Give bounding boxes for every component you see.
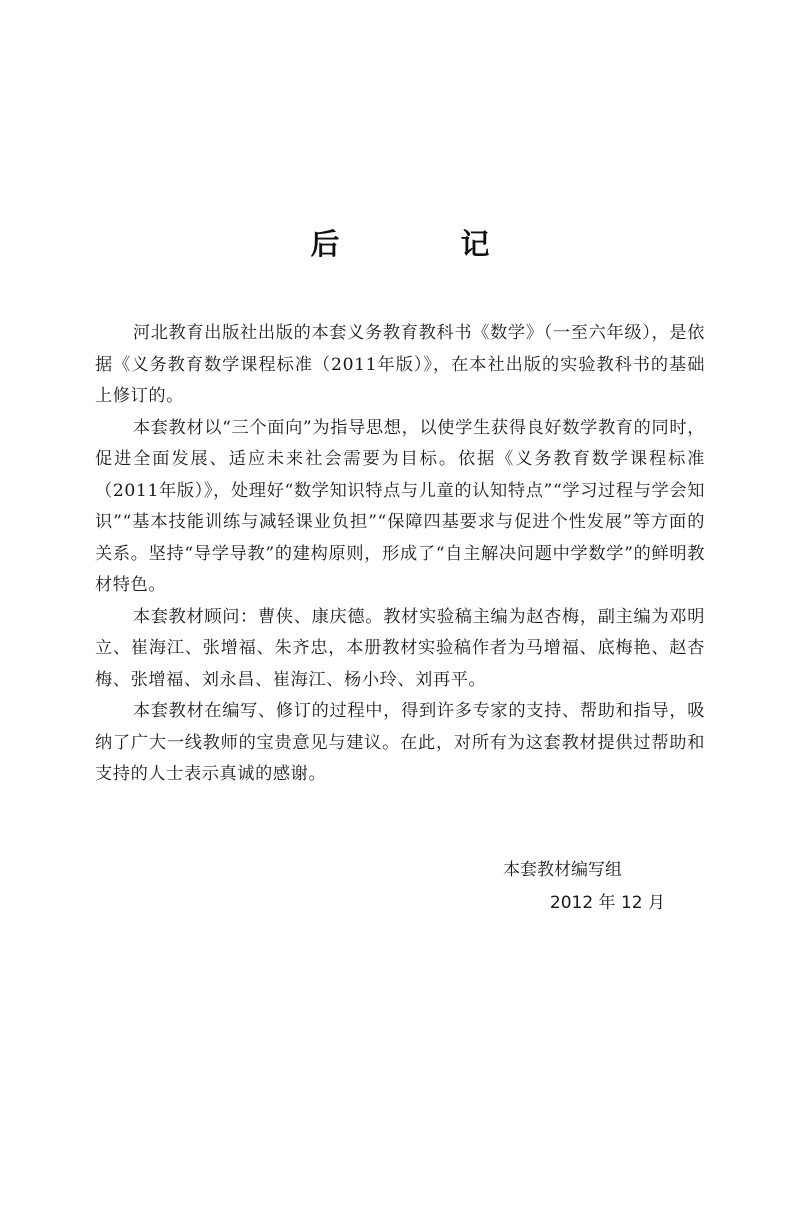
page-title: 后 记 <box>310 227 536 261</box>
paragraph-revision-basis: 河北教育出版社出版的本套义务教育教科书《数学》（一至六年级），是依据《义务教育数学课程标准（2011年版）》，在本社出版的实验教科书的基础上修订的。 <box>95 323 705 406</box>
paragraph-authors: 本套教材顾问：曹侠、康庆德。教材实验稿主编为赵杏梅，副主编为邓明立、崔海江、张增福、朱齐忠，本册教材实验稿作者为马增福、底梅艳、赵杏梅、张增福、刘永昌、崔海江、杨小玲、刘再平。 <box>95 606 705 690</box>
afterword-body <box>95 318 705 791</box>
signature-block <box>470 854 665 919</box>
paragraph-guiding-ideas: 本套教材以“三个面向”为指导思想，以使学生获得良好数学教育的同时，促进全面发展、适应未来社会需要为目标。依据《义务教育数学课程标准（2011年版）》，处理好“数学知识特点与儿童的认知特点”“学习过程与学会知识”“基本技能训练与减轻课业负担”“保障四基要求与促进个性发展”等方面的关系。坚持“导学导教”的建构原则，形成了“自主解决问题中学数学”的鲜明教材特色。 <box>95 417 705 595</box>
signature-date: 2012 年 12 月 <box>549 893 665 913</box>
signature-organization: 本套教材编写组 <box>503 860 622 880</box>
paragraph-acknowledgements: 本套教材在编写、修订的过程中，得到许多专家的支持、帮助和指导，吸纳了广大一线教师的宝贵意见与建议。在此，对所有为这套教材提供过帮助和支持的人士表示真诚的感谢。 <box>95 701 705 784</box>
